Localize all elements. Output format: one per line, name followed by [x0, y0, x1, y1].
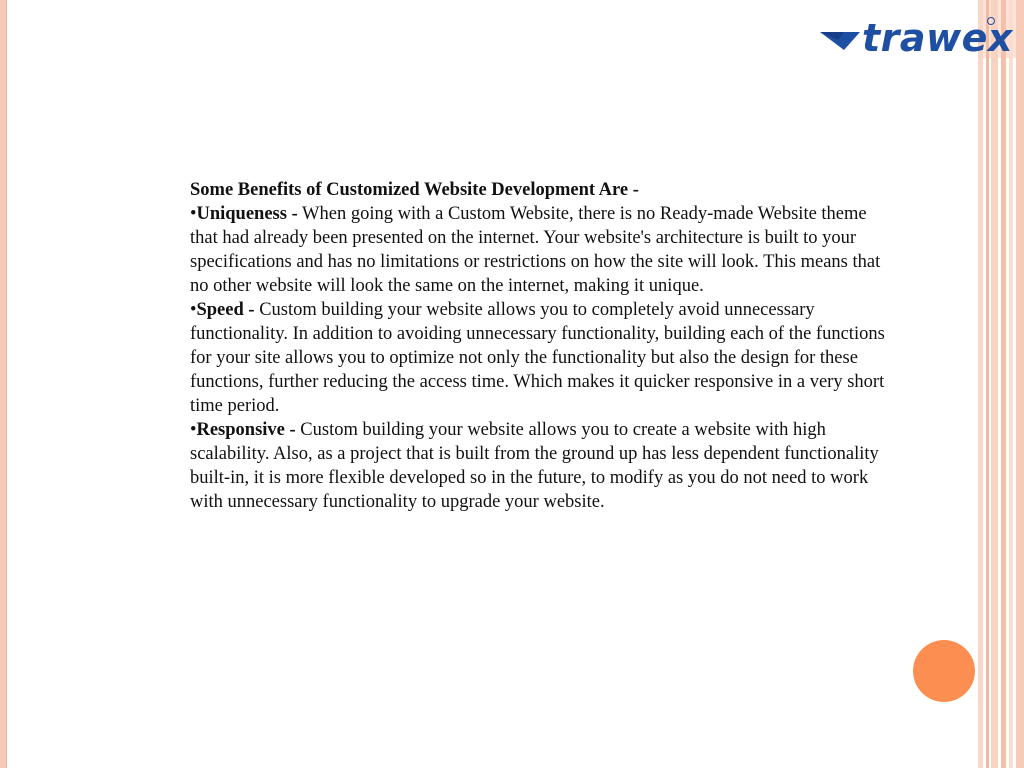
- benefit-uniqueness: [190, 202, 890, 298]
- benefit-text: When going with a Custom Website, there is no Ready-made Website theme that had already been presented on the internet. Your website's architecture is built to your specifications and has no limitations or restrictions on how the site will look. This means that no other website will look the same on the internet, making it unique.: [190, 204, 881, 296]
- benefit-text: Custom building your website allows you to create a website with high scalability. Also, as a project that is built from the ground up has less dependent functionality built-in, it is more flexible developed so in the future, to modify as you do not need to work with unnecessary functionality to upgrade your website.: [190, 420, 879, 512]
- bullet: •: [190, 300, 197, 320]
- benefit-title: Responsive -: [196, 420, 296, 440]
- slide-content: [190, 178, 890, 514]
- bullet: •: [190, 204, 197, 224]
- decorative-orange-dot: [913, 640, 975, 702]
- benefit-text: Custom building your website allows you to completely avoid unnecessary functionality. In addition to avoiding unnecessary functionality, building each of the functions for your site allows you to optimize not only the functionality but also the design for these functions, further reducing the access time. Which makes it quicker responsive in a very short time period.: [190, 300, 885, 416]
- benefit-responsive: [190, 418, 890, 514]
- benefit-title: Uniqueness -: [196, 204, 298, 224]
- arrow-logo-icon: [818, 14, 862, 62]
- benefit-speed: [190, 298, 890, 418]
- bullet: •: [190, 420, 197, 440]
- trawex-logo: [818, 14, 1014, 64]
- right-stripe: [1001, 0, 1006, 768]
- left-border: [0, 0, 7, 768]
- slide-heading: Some Benefits of Customized Website Development Are -: [190, 180, 639, 200]
- right-stripe: [1016, 0, 1024, 768]
- registered-mark-icon: [986, 16, 996, 26]
- brand-name: trawex: [862, 16, 1013, 60]
- right-stripe: [978, 0, 983, 768]
- right-stripe: [986, 0, 989, 768]
- benefit-title: Speed -: [196, 300, 255, 320]
- right-stripe: [991, 0, 998, 768]
- right-stripe: [1009, 0, 1013, 768]
